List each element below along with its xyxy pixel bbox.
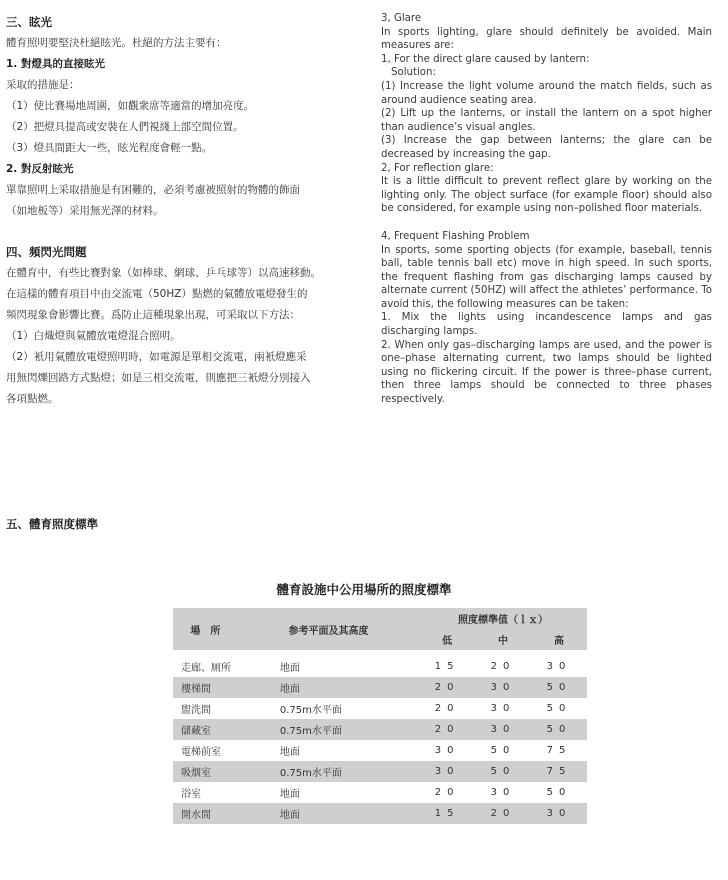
section-3-intro: 體育照明要堅決杜絕眩光。杜絕的方法主要有： (6, 37, 227, 49)
cell-high: 75 (531, 761, 587, 782)
paragraph-line: （1）使比賽場地周圍，如觀衆席等適當的增加亮度。 (6, 100, 255, 112)
header-mid: 中 (475, 629, 531, 650)
cell-place: 走廊、厕所 (181, 663, 231, 674)
paragraph-line: （2）衹用氣體放電燈照明時，如電源是單相交流電，兩衹燈應采 (6, 351, 307, 363)
table-row (173, 782, 587, 803)
cell-low: 30 (419, 761, 475, 782)
table-title: 體育設施中公用場所的照度標準 (276, 582, 452, 597)
paragraph-line: （如地板等）采用無光澤的材料。 (6, 205, 164, 217)
header-low: 低 (419, 629, 475, 650)
cell-mid: 20 (490, 661, 516, 672)
reflect-glare-title-en: 2, For reflection glare: (381, 162, 494, 174)
paragraph-line: 采取的措施是： (6, 79, 80, 91)
cell-high: 75 (546, 745, 572, 756)
cell-low: 15 (434, 661, 460, 672)
section-5-title: 五、體育照度標準 (6, 517, 98, 531)
header-high: 高 (531, 629, 587, 650)
cell-place: 吸烟室 (173, 761, 238, 782)
paragraph-line: （1）白熾燈與氣體放電燈混合照明。 (6, 330, 181, 342)
flash-measure-1: 1. Mix the lights using incandescence lamps and gas discharging lamps. (381, 312, 712, 338)
cell-high: 50 (531, 677, 587, 698)
solution-label: Solution: (391, 67, 436, 79)
paragraph-line: （2）把燈具提高或安裝在人們視綫上部空間位置。 (6, 121, 244, 133)
cell-plane: 0.75m水平面 (238, 719, 419, 740)
cell-mid: 20 (475, 803, 531, 824)
reflect-glare-title: 2. 對反射眩光 (6, 163, 74, 175)
paragraph-line: 在這樣的體育項目中由交流電（50HZ）點燃的氣體放電燈發生的 (6, 288, 308, 300)
direct-measure-3: (3) Increase the gap between lanterns; the glare can be decreased by increasing the gap. (381, 135, 712, 160)
cell-place: 電梯前室 (181, 747, 221, 758)
paragraph-line: 單靠照明上采取措施是有困難的，必須考慮被照射的物體的飾面 (6, 184, 300, 196)
cell-low: 30 (434, 745, 460, 756)
header-place: 場 所 (173, 608, 238, 650)
english-column (381, 12, 712, 407)
cell-place: 開水間 (173, 803, 238, 824)
paragraph-line: 在體育中，有些比賽對象（如棒球、網球、乒乓球等）以高速移動。 (6, 267, 321, 279)
paragraph-line: （3）燈具間距大一些，眩光程度會輕一點。 (6, 142, 213, 154)
cell-low: 20 (434, 703, 460, 714)
cell-high: 50 (546, 703, 572, 714)
cell-high: 30 (546, 661, 572, 672)
cell-mid: 50 (490, 745, 516, 756)
direct-glare-title: 1. 對燈具的直接眩光 (6, 58, 105, 70)
cell-place: 浴室 (181, 789, 201, 800)
paragraph-line: 用無閃爍回路方式點燈；如是三相交流電，則應把三衹燈分別接入 (6, 372, 311, 384)
cell-plane: 地面 (279, 789, 300, 800)
direct-measure-2: (2) Lift up the lanterns, or install the lantern on a spot higher than audience’s visual angles. (381, 108, 712, 133)
cell-low: 20 (419, 719, 475, 740)
cell-plane: 地面 (279, 747, 300, 758)
cell-place: 樓梯間 (173, 677, 238, 698)
paragraph-line: 頻閃現象會影響比賽。爲防止這種現象出現，可采取以下方法： (6, 309, 300, 321)
cell-plane: 地面 (238, 677, 419, 698)
cell-place: 儲藏室 (173, 719, 238, 740)
cell-high: 50 (531, 719, 587, 740)
cell-plane: 0.75m水平面 (238, 761, 419, 782)
cell-high: 50 (546, 787, 572, 798)
cell-plane: 0.75m水平面 (279, 705, 342, 716)
table-row (173, 719, 587, 740)
table-row (173, 761, 587, 782)
flash-title: 4, Frequent Flashing Problem (381, 230, 530, 242)
cell-place: 盥洗間 (181, 705, 211, 716)
flash-measure-2: 2. When only gas–discharging lamps are used, and the power is one–phase alternating current, two lamps should be lighted using no flickering circuit. If the power is three–phase current, then three lamps should be connected to three phases respectively. (381, 339, 712, 406)
cell-mid: 50 (475, 761, 531, 782)
cell-low: 20 (434, 787, 460, 798)
chinese-column (6, 12, 362, 410)
table-row (173, 656, 587, 677)
cell-high: 30 (531, 803, 587, 824)
illuminance-table (173, 608, 587, 824)
cell-mid: 30 (490, 703, 516, 714)
table-row (173, 803, 587, 824)
glare-title: 3, Glare (381, 13, 422, 24)
cell-mid: 30 (490, 787, 516, 798)
table-row (173, 740, 587, 761)
paragraph-line: 各項點燃。 (6, 393, 59, 405)
direct-glare-title-en: 1, For the direct glare caused by lantern: (381, 53, 590, 65)
glare-intro: In sports lighting, glare should definitely be avoided. Main measures are: (381, 26, 712, 52)
cell-low: 20 (419, 677, 475, 698)
direct-measure-1: (1) Increase the light volume around the match fields, such as around audience seating area. (381, 80, 712, 106)
section-4-title: 四、頻閃光問題 (6, 245, 87, 259)
cell-plane: 地面 (238, 803, 419, 824)
header-plane: 参考平面及其高度 (238, 608, 419, 650)
cell-plane: 地面 (279, 663, 300, 674)
table-row (173, 698, 587, 719)
cell-mid: 30 (475, 719, 531, 740)
cell-low: 15 (419, 803, 475, 824)
reflect-glare-text: It is a little difficult to prevent reflect glare by working on the lighting only. The object surface (for example floor) should also be considered, for example using non–polished floor materials. (381, 176, 712, 215)
table-row (173, 677, 587, 698)
header-standard: 照度標準值（ｌｘ） (419, 608, 587, 629)
flash-text: In sports, some sporting objects (for example, baseball, tennis ball, table tennis ball etc) move in high speed. In such sports, the frequent flashing from gas discharging lamps caused by alternate current (50HZ) will affect the athletes’ performance. To avoid this, the following measures can be taken: (381, 244, 712, 310)
cell-mid: 30 (475, 677, 531, 698)
section-3-title: 三、眩光 (6, 15, 52, 29)
